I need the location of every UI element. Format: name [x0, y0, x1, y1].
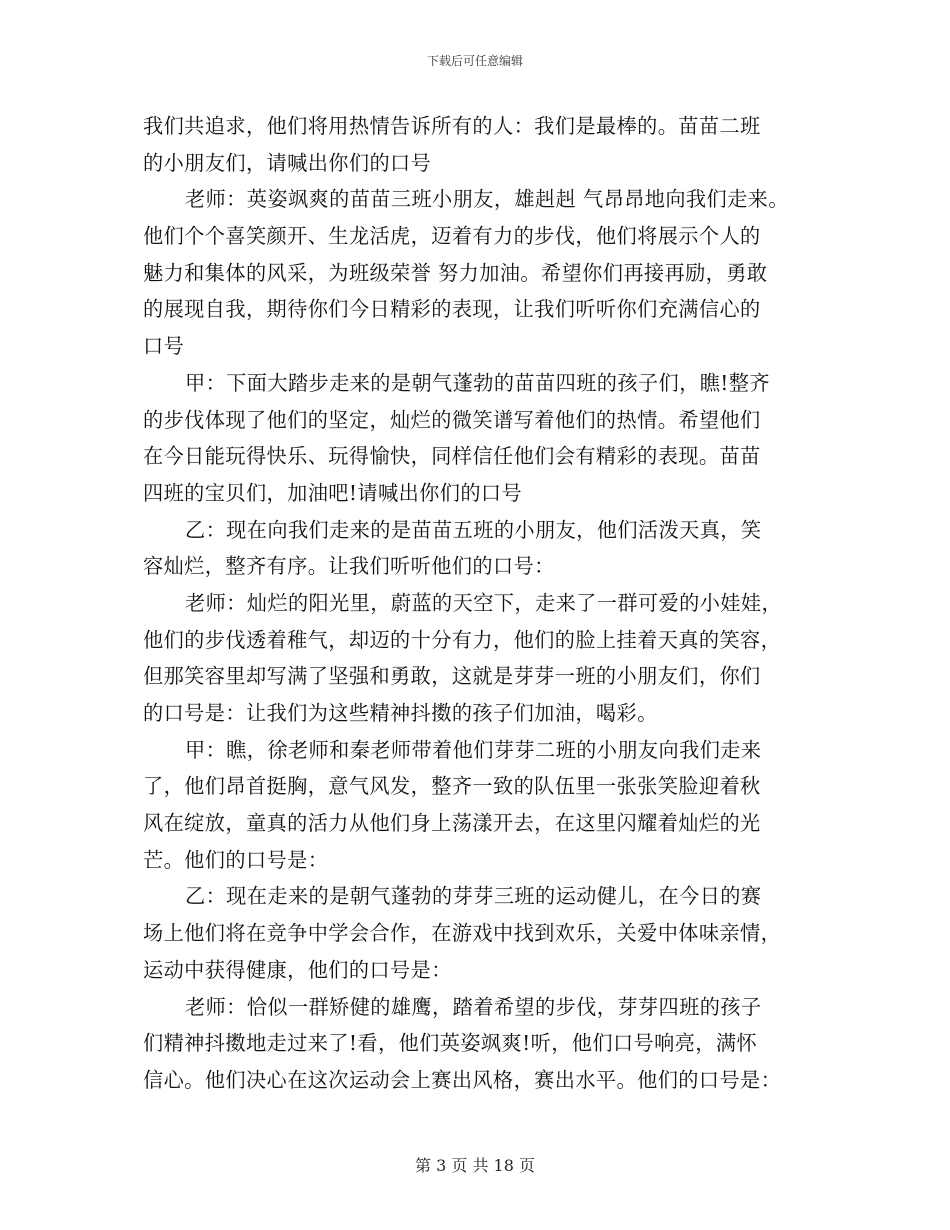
- text-line: 他们个个喜笑颜开、生龙活虎，迈着有力的步伐，他们将展示个人的: [143, 224, 761, 249]
- text-line: 的步伐体现了他们的坚定，灿烂的微笑谱写着他们的热情。希望他们: [143, 407, 761, 432]
- text-line: 在今日能玩得快乐、玩得愉快，同样信任他们会有精彩的表现。苗苗: [143, 444, 761, 469]
- text-line: 他们的步伐透着稚气，却迈的十分有力，他们的脸上挂着天真的笑容，: [143, 627, 782, 652]
- text-line: 四班的宝贝们，加油吧!请喊出你们的口号: [143, 480, 523, 505]
- text-line: 魅力和集体的风采，为班级荣誉 努力加油。希望你们再接再励，勇敢: [143, 260, 768, 285]
- text-line: 容灿烂，整齐有序。让我们听听他们的口号：: [143, 554, 555, 579]
- page-header: 下载后可任意编辑: [426, 54, 523, 68]
- text-line: 运动中获得健康，他们的口号是：: [143, 957, 452, 982]
- text-line: 们精神抖擞地走过来了!看，他们英姿飒爽!听，他们口号响亮，满怀: [143, 1031, 758, 1056]
- text-line: 乙：现在走来的是朝气蓬勃的芽芽三班的运动健儿，在今日的赛: [185, 884, 762, 909]
- text-line: 但那笑容里却写满了坚强和勇敢，这就是芽芽一班的小朋友们，你们: [143, 664, 761, 689]
- page-footer: 第 3 页 共 18 页: [415, 1156, 535, 1175]
- text-line: 场上他们将在竞争中学会合作，在游戏中找到欢乐，关爱中体味亲情，: [143, 921, 782, 946]
- text-line: 的展现自我，期待你们今日精彩的表现，让我们听听你们充满信心的: [143, 297, 761, 322]
- text-line: 信心。他们决心在这次运动会上赛出风格，赛出水平。他们的口号是：: [143, 1067, 782, 1092]
- text-line: 老师：恰似一群矫健的雄鹰，踏着希望的步伐，芽芽四班的孩子: [185, 994, 762, 1019]
- text-line: 的小朋友们，请喊出你们的口号: [143, 150, 432, 175]
- text-line: 口号: [143, 334, 185, 359]
- text-line: 的口号是：让我们为这些精神抖擞的孩子们加油，喝彩。: [143, 701, 658, 725]
- text-line: 乙：现在向我们走来的是苗苗五班的小朋友，他们活泼天真，笑: [185, 517, 762, 542]
- text-line: 老师：英姿飒爽的苗苗三班小朋友，雄赳赳 气昂昂地向我们走来。: [185, 187, 789, 212]
- text-line: 老师：灿烂的阳光里，蔚蓝的天空下，走来了一群可爱的小娃娃，: [185, 590, 783, 615]
- text-line: 我们共追求，他们将用热情告诉所有的人：我们是最棒的。苗苗二班: [143, 114, 761, 138]
- text-line: 芒。他们的口号是：: [143, 847, 329, 872]
- text-line: 了，他们昂首挺胸，意气风发，整齐一致的队伍里一张张笑脸迎着秋: [143, 774, 761, 799]
- text-line: 甲：瞧，徐老师和秦老师带着他们芽芽二班的小朋友向我们走来: [185, 737, 762, 762]
- text-line: 风在绽放，童真的活力从他们身上荡漾开去，在这里闪耀着灿烂的光: [143, 811, 761, 836]
- document-body: [143, 108, 833, 1099]
- text-line: 甲：下面大踏步走来的是朝气蓬勃的苗苗四班的孩子们，瞧!整齐: [185, 370, 770, 395]
